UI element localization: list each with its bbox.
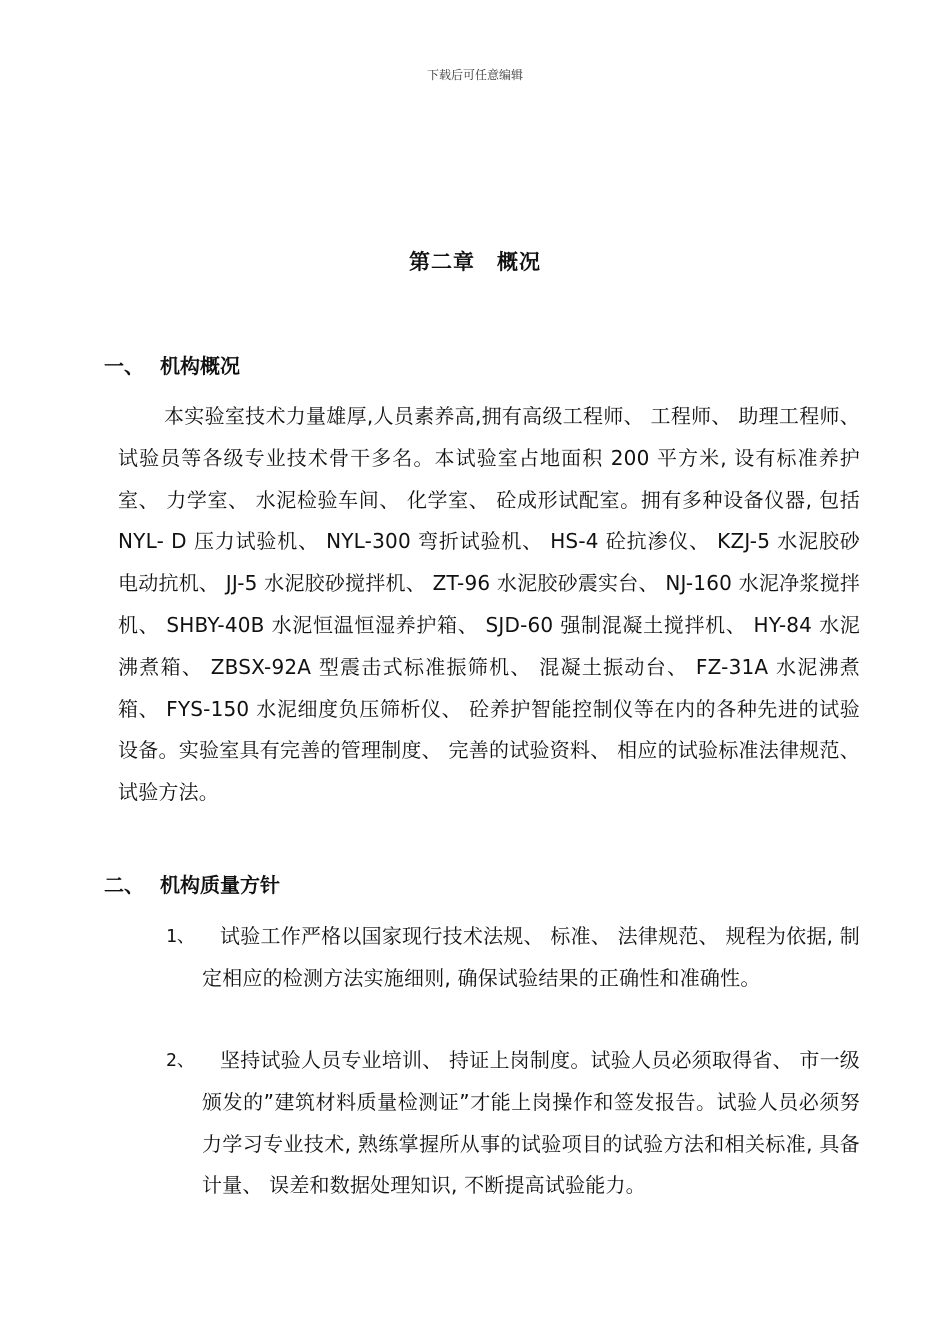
- section-1-paragraph: 本实验室技术力量雄厚,人员素养高,拥有高级工程师、 工程师、 助理工程师、 试验员等各级专业技术骨干多名。本试验室占地面积 200 平方米, 设有标准养护室、 力学室、 水泥检验车间、 化学室、 砼成形试配室。拥有多种设备仪器, 包括 NYL- D 压力试验机、 NYL-300 弯折试验机、 HS-4 砼抗渗仪、 KZJ-5 水泥胶砂电动抗机、 JJ-5 水泥胶砂搅拌机、 ZT-96 水泥胶砂震实台、 NJ-160 水泥净浆搅拌机、 SHBY-40B 水泥恒温恒湿养护箱、 SJD-60 强制混凝土搅拌机、 HY-84 水泥沸煮箱、 ZBSX-92A 型震击式标准振筛机、 混凝土振动台、 FZ-31A 水泥沸煮箱、 FYS-150 水泥细度负压筛析仪、 砼养护智能控制仪等在内的各种先进的试验设备。实验室具有完善的管理制度、 完善的试验资料、 相应的试验标准法律规范、 试验方法。: [118, 404, 860, 805]
- section-title: 机构概况: [160, 354, 240, 378]
- list-item-number: 1、: [166, 926, 195, 947]
- page-header-note: 下载后可任意编辑: [426, 68, 523, 82]
- list-item-2: [166, 1040, 860, 1207]
- list-item-1: [166, 916, 860, 1000]
- section-number: 一、: [104, 354, 144, 378]
- section-number: 二、: [104, 873, 144, 897]
- section-heading-1: [104, 350, 240, 379]
- section-heading-2: [104, 869, 280, 898]
- section-title: 机构质量方针: [160, 873, 280, 897]
- list-item-text: 坚持试验人员专业培训、 持证上岗制度。试验人员必须取得省、 市一级颁发的”建筑材料质量检测证”才能上岗操作和签发报告。试验人员必须努力学习专业技术, 熟练掌握所从事的试验项目的试验方法和相关标准, 具备计量、 误差和数据处理知识, 不断提高试验能力。: [202, 1048, 860, 1198]
- list-item-number: 2、: [166, 1050, 195, 1071]
- chapter-name: 概况: [497, 250, 541, 274]
- chapter-number: 第二章: [409, 250, 475, 274]
- list-item-text: 试验工作严格以国家现行技术法规、 标准、 法律规范、 规程为依据, 制定相应的检测方法实施细则, 确保试验结果的正确性和准确性。: [202, 924, 860, 990]
- chapter-title: [0, 246, 950, 276]
